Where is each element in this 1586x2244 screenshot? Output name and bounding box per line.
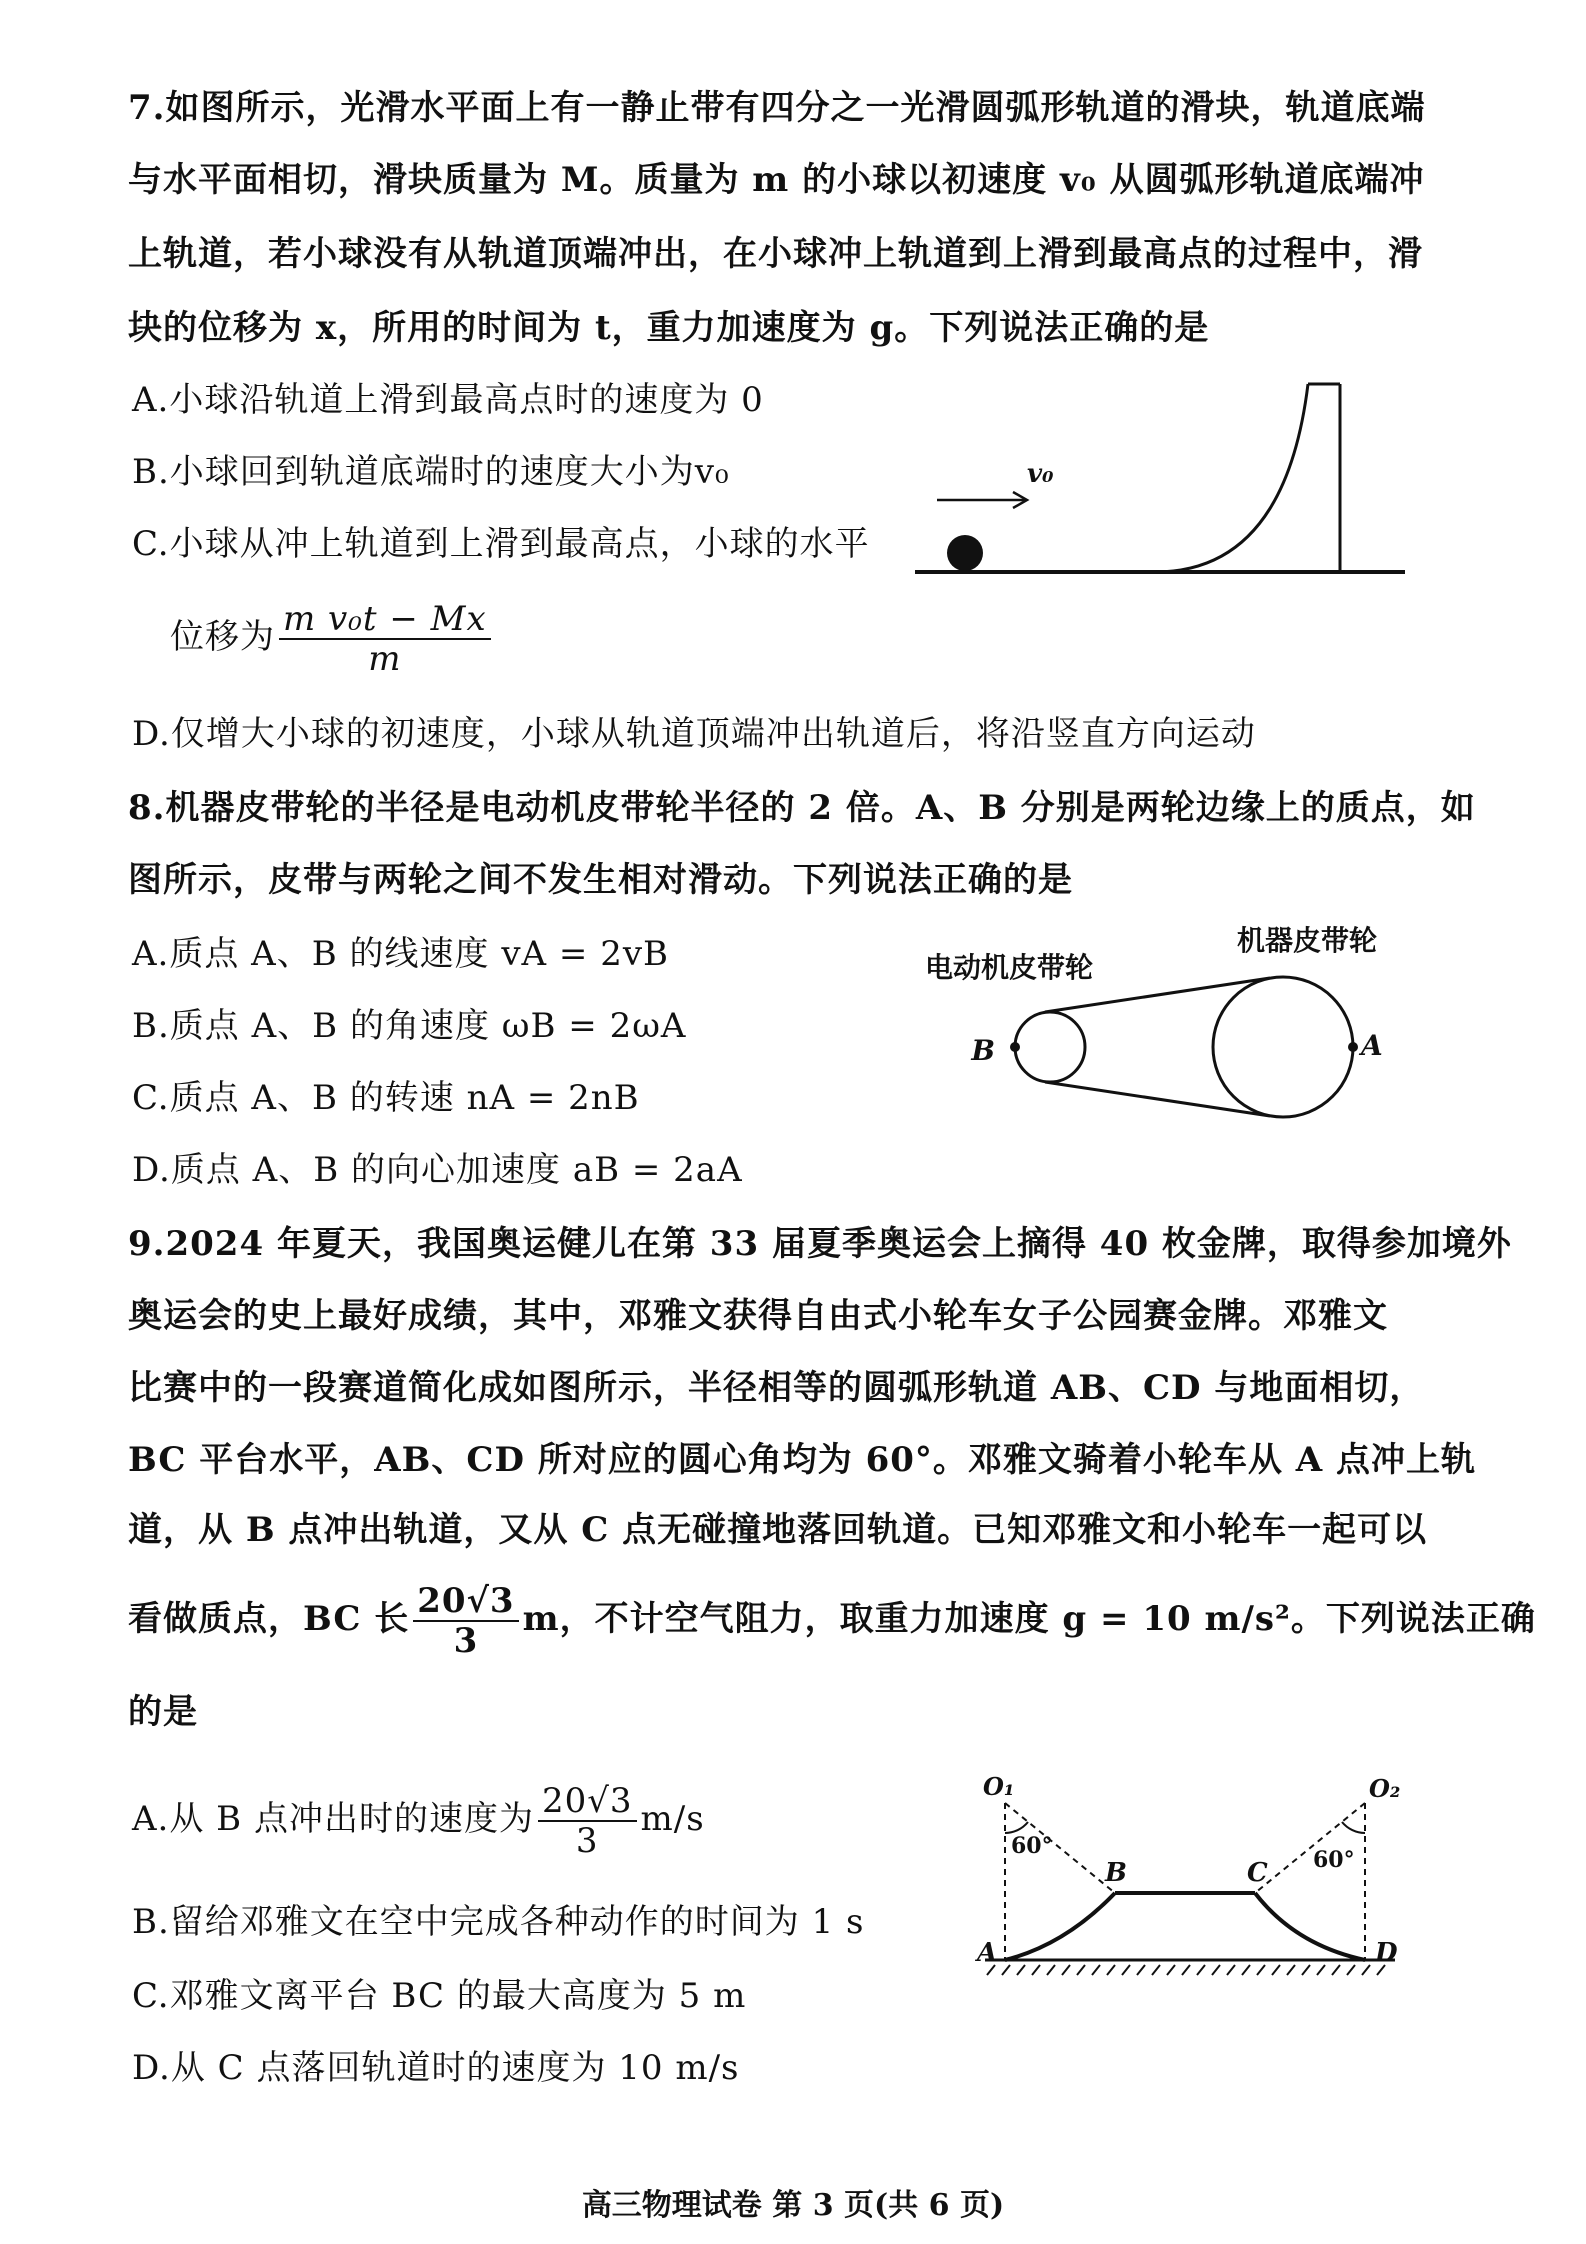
q7-option-c-cont (170, 600, 495, 678)
label-d: D (1375, 1938, 1398, 1968)
q8-stem-line-2: 图所示，皮带与两轮之间不发生相对滑动。下列说法正确的是 (128, 860, 1073, 900)
q9-option-d: D.从 C 点落回轨道时的速度为 10 m/s (132, 2048, 740, 2088)
q9-bc-length-fraction (413, 1582, 518, 1660)
q7-option-b: B.小球回到轨道底端时的速度大小为v₀ (132, 452, 730, 492)
q7-stem-line-4: 块的位移为 x，所用的时间为 t，重力加速度为 g。下列说法正确的是 (128, 308, 1210, 348)
q9-option-a (132, 1782, 705, 1860)
q9-stem-line-2: 奥运会的史上最好成绩，其中，邓雅文获得自由式小轮车女子公园赛金牌。邓雅文 (128, 1296, 1388, 1336)
q9-stem-line-6 (128, 1582, 1536, 1660)
arc-track (1155, 384, 1308, 572)
motor-pulley-label: 电动机皮带轮 (925, 951, 1094, 984)
q9-option-a-fraction (538, 1782, 637, 1860)
q8-option-c: C.质点 A、B 的转速 nA = 2nB (132, 1078, 640, 1118)
q7-stem-line-2: 与水平面相切，滑块质量为 M。质量为 m 的小球以初速度 v₀ 从圆弧形轨道底端冲 (128, 160, 1425, 200)
q9-option-c: C.邓雅文离平台 BC 的最大高度为 5 m (132, 1976, 747, 2016)
q8-figure (925, 924, 1405, 1134)
q7-fraction-numerator: m v₀t − Mx (279, 600, 491, 640)
q9-figure (965, 1772, 1401, 1999)
q7-option-c: C.小球从冲上轨道到上滑到最高点，小球的水平 (132, 524, 870, 564)
q9-option-a-prefix: A.从 B 点冲出时的速度为 (132, 1799, 534, 1839)
q9-stem-line-7: 的是 (128, 1692, 198, 1732)
q9-option-a-numerator: 20√3 (538, 1782, 637, 1822)
page-footer: 高三物理试卷 第 3 页(共 6 页) (581, 2188, 1005, 2223)
q9-bc-numerator: 20√3 (413, 1582, 518, 1622)
q7-option-c-fraction (279, 600, 491, 678)
q7-figure (915, 380, 1405, 594)
q9-stem-line-6-suffix: m，不计空气阻力，取重力加速度 g = 10 m/s²。下列说法正确 (522, 1599, 1536, 1639)
point-b (1010, 1042, 1020, 1052)
q7-fraction-denominator: m (368, 639, 402, 679)
v0-label: v₀ (1027, 459, 1054, 489)
angle-label-2: 60° (1313, 1847, 1355, 1873)
q9-stem-line-1: 9.2024 年夏天，我国奥运健儿在第 33 届夏季奥运会上摘得 40 枚金牌，取得参加境外 (128, 1224, 1512, 1264)
q9-bc-denominator: 3 (453, 1621, 479, 1661)
q9-option-b: B.留给邓雅文在空中完成各种动作的时间为 1 s (132, 1902, 865, 1942)
machine-pulley-label: 机器皮带轮 (1237, 924, 1378, 957)
q9-option-a-denominator: 3 (575, 1821, 599, 1861)
q7-option-c-prefix: 位移为 (170, 617, 275, 657)
arc-cd (1255, 1893, 1365, 1960)
q9-stem-line-3: 比赛中的一段赛道简化成如图所示，半径相等的圆弧形轨道 AB、CD 与地面相切， (128, 1368, 1425, 1408)
q7-stem-line-3: 上轨道，若小球没有从轨道顶端冲出，在小球冲上轨道到上滑到最高点的过程中，滑 (128, 234, 1423, 274)
q8-stem-line-1: 8.机器皮带轮的半径是电动机皮带轮半径的 2 倍。A、B 分别是两轮边缘上的质点，如 (128, 788, 1476, 828)
label-b: B (971, 1034, 995, 1067)
ball (947, 535, 983, 571)
label-a: A (977, 1938, 998, 1968)
motor-pulley (1015, 1012, 1085, 1082)
point-a (1348, 1042, 1358, 1052)
angle-arc-2 (1342, 1822, 1365, 1833)
q7-option-a: A.小球沿轨道上滑到最高点时的速度为 0 (132, 380, 764, 420)
q9-option-a-suffix: m/s (640, 1799, 705, 1839)
q9-stem-line-5: 道，从 B 点冲出轨道，又从 C 点无碰撞地落回轨道。已知邓雅文和小轮车一起可以 (128, 1510, 1428, 1550)
q7-stem-line-1: 7.如图所示，光滑水平面上有一静止带有四分之一光滑圆弧形轨道的滑块，轨道底端 (128, 88, 1426, 128)
arc-ab (1005, 1893, 1115, 1960)
angle-label-1: 60° (1011, 1833, 1053, 1859)
q7-option-d: D.仅增大小球的初速度，小球从轨道顶端冲出轨道后，将沿竖直方向运动 (132, 714, 1256, 754)
ground-hatching (987, 1965, 1385, 1975)
label-o1: O₁ (983, 1772, 1015, 1801)
label-b: B (1105, 1858, 1127, 1888)
label-c: C (1247, 1858, 1268, 1888)
q8-option-a: A.质点 A、B 的线速度 vA = 2vB (132, 934, 670, 974)
q8-option-b: B.质点 A、B 的角速度 ωB = 2ωA (132, 1006, 687, 1046)
machine-pulley (1213, 977, 1353, 1117)
q9-stem-line-6-prefix: 看做质点，BC 长 (128, 1599, 410, 1639)
q9-stem-line-4: BC 平台水平，AB、CD 所对应的圆心角均为 60°。邓雅文骑着小轮车从 A 点冲上轨 (128, 1440, 1476, 1480)
angle-arc-1 (1005, 1822, 1028, 1833)
label-a: A (1361, 1029, 1383, 1062)
label-o2: O₂ (1369, 1774, 1401, 1803)
q8-option-d: D.质点 A、B 的向心加速度 aB = 2aA (132, 1150, 743, 1190)
